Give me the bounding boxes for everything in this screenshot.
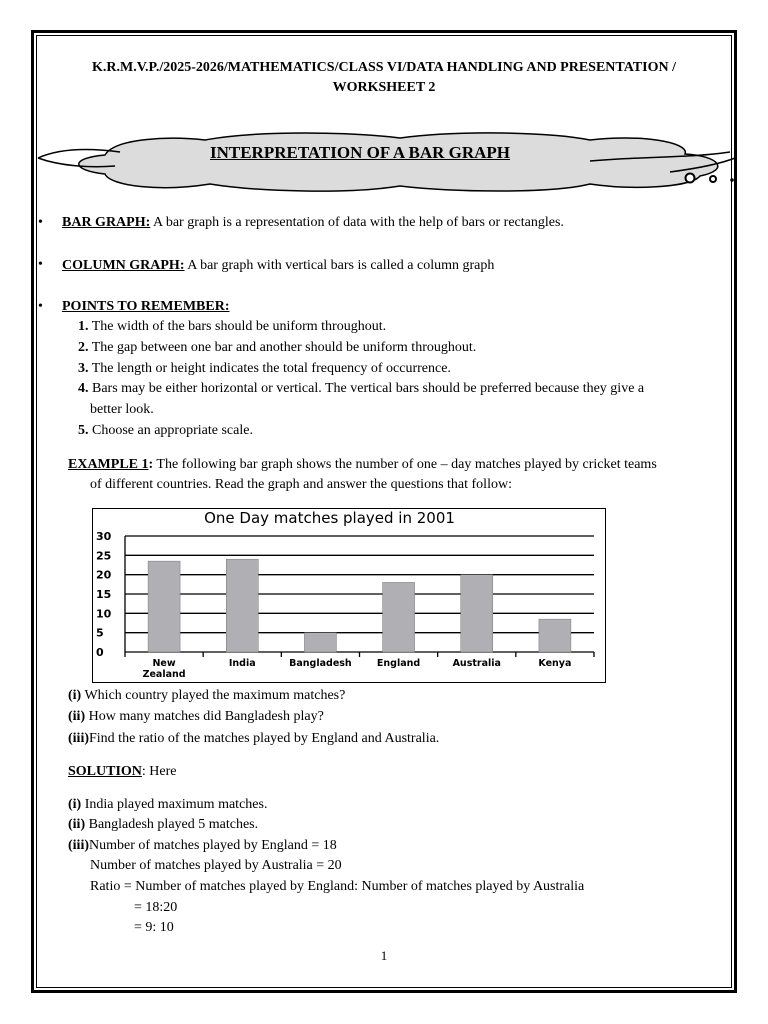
- solution-heading: [68, 762, 177, 782]
- x-tick-label: Kenya: [538, 658, 572, 669]
- point-item: [78, 338, 476, 358]
- point-text: better look.: [90, 402, 154, 417]
- header-line-2: WORKSHEET 2: [332, 80, 436, 95]
- solution-label: SOLUTION: [68, 764, 142, 779]
- page-number: 1: [380, 948, 388, 963]
- answer-text: Bangladesh played 5 matches.: [85, 817, 259, 832]
- x-tick-label: Bangladesh: [289, 658, 352, 669]
- bar: [226, 559, 258, 652]
- question-number: (i): [68, 688, 82, 703]
- y-tick-label: 30: [96, 530, 112, 543]
- answer-text: Number of matches played by England = 18: [89, 838, 337, 853]
- example-line-2: of different countries. Read the graph and answer the questions that follow:: [90, 477, 512, 492]
- question-item: [68, 686, 345, 706]
- cloud-banner: [30, 128, 740, 198]
- definition-bar-graph: [62, 213, 564, 233]
- chart-title: One Day matches played in 2001: [204, 509, 455, 527]
- example-label: EXAMPLE 1: [68, 457, 149, 472]
- definition-text: A bar graph is a representation of data with the help of bars or rectangles.: [150, 215, 564, 230]
- example-intro: [68, 455, 657, 475]
- question-text: Which country played the maximum matches?: [81, 688, 346, 703]
- answer-number: (i): [68, 797, 82, 812]
- y-tick-label: 25: [96, 549, 112, 563]
- point-number: 5.: [78, 423, 89, 438]
- answer-item: [68, 795, 267, 815]
- point-text: The width of the bars should be uniform throughout.: [88, 319, 387, 334]
- question-item: [68, 707, 324, 727]
- question-number: (ii): [68, 709, 86, 724]
- x-tick-label: New: [152, 658, 176, 669]
- definition-text: A bar graph with vertical bars is called a column graph: [184, 258, 495, 273]
- answer-line: Ratio = Number of matches played by England: Number of matches played by Australia: [90, 879, 585, 894]
- worksheet-header: [44, 58, 724, 98]
- bar: [539, 619, 571, 652]
- answer-line: = 9: 10: [134, 920, 174, 935]
- points-heading: [62, 297, 230, 317]
- y-tick-label: 10: [96, 607, 112, 621]
- point-text: Bars may be either horizontal or vertical. The vertical bars should be preferred because they give a: [88, 381, 645, 396]
- section-title: INTERPRETATION OF A BAR GRAPH: [209, 143, 511, 162]
- point-item: [78, 421, 253, 441]
- answer-text: India played maximum matches.: [81, 797, 268, 812]
- x-tick-label: England: [376, 658, 421, 669]
- x-tick-label: Australia: [452, 658, 501, 669]
- definition-term: COLUMN GRAPH:: [62, 258, 185, 273]
- point-item: [78, 359, 451, 379]
- bullet-icon: •: [38, 257, 43, 272]
- bullet-icon: •: [38, 299, 43, 314]
- bar: [461, 575, 493, 652]
- answer-item: [68, 836, 337, 856]
- example-line-1: The following bar graph shows the number of one – day matches played by cricket teams: [153, 457, 657, 472]
- x-tick-label: Zealand: [142, 669, 186, 680]
- point-number: 1.: [78, 319, 89, 334]
- point-item: [78, 317, 386, 337]
- point-number: 3.: [78, 361, 89, 376]
- point-number: 2.: [78, 340, 89, 355]
- question-item: [68, 729, 439, 749]
- bar-chart: [92, 508, 606, 683]
- example-colon: :: [148, 457, 154, 472]
- point-number: 4.: [78, 381, 89, 396]
- answer-number: (ii): [68, 817, 86, 832]
- y-tick-label: 0: [96, 646, 104, 659]
- y-tick-label: 5: [96, 626, 104, 640]
- definition-column-graph: [62, 256, 494, 276]
- point-item-continued: [90, 400, 154, 420]
- question-text: How many matches did Bangladesh play?: [85, 709, 324, 724]
- definition-term: BAR GRAPH:: [62, 215, 151, 230]
- point-text: The gap between one bar and another should be uniform throughout.: [88, 340, 477, 355]
- bullet-icon: •: [38, 215, 43, 230]
- answer-line: Number of matches played by Australia = 20: [90, 858, 342, 873]
- solution-rest: : Here: [141, 764, 177, 779]
- bar: [148, 561, 180, 652]
- bar: [304, 633, 336, 652]
- question-number: (iii): [68, 731, 89, 746]
- x-tick-label: India: [228, 658, 256, 669]
- point-item: [78, 379, 644, 399]
- y-tick-label: 15: [96, 588, 112, 601]
- question-text: Find the ratio of the matches played by England and Australia.: [89, 731, 440, 746]
- point-text: Choose an appropriate scale.: [88, 423, 253, 438]
- answer-line: = 18:20: [134, 900, 178, 915]
- bar: [383, 582, 415, 652]
- answer-item: [68, 815, 258, 835]
- y-tick-label: 20: [96, 568, 112, 582]
- header-line-1: K.R.M.V.P./2025-2026/MATHEMATICS/CLASS VI/DATA HANDLING AND PRESENTATION /: [92, 60, 676, 75]
- points-heading-text: POINTS TO REMEMBER:: [62, 299, 230, 314]
- answer-number: (iii): [68, 838, 89, 853]
- point-text: The length or height indicates the total frequency of occurrence.: [88, 361, 451, 376]
